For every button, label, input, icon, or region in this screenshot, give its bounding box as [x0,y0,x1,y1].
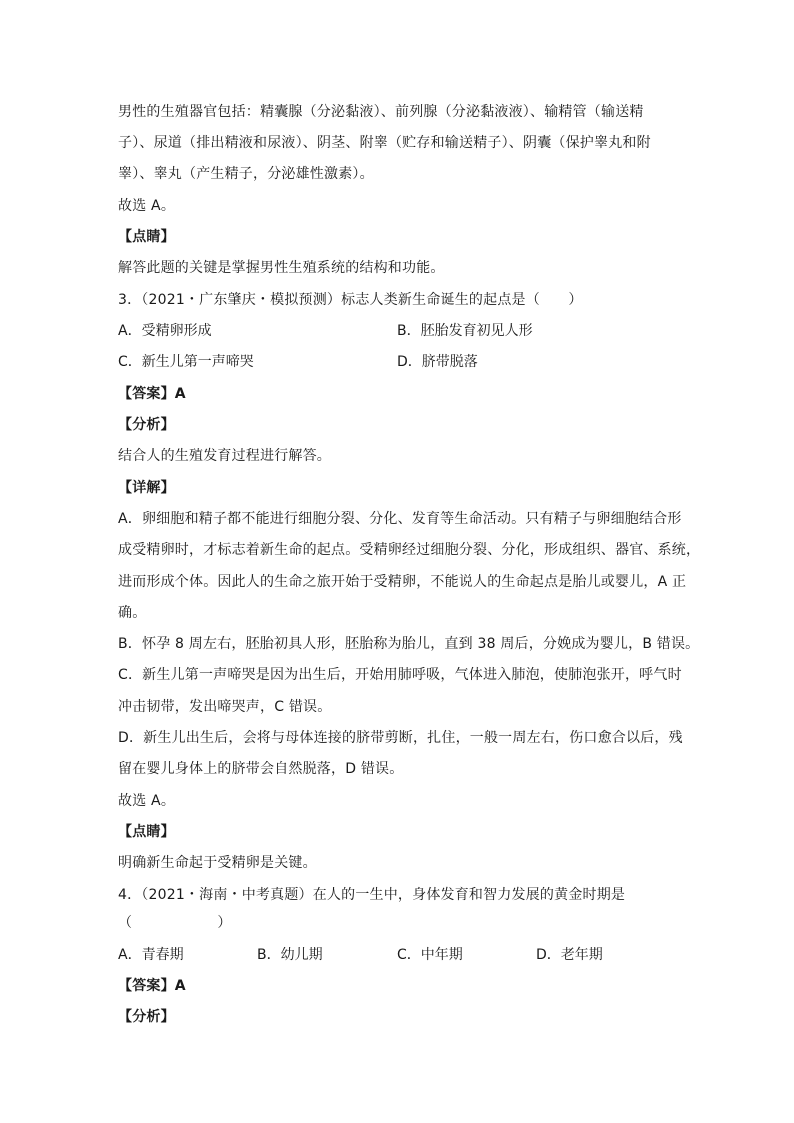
text-line: 男性的生殖器官包括：精囊腺（分泌黏液）、前列腺（分泌黏液液）、输精管（输送精 [118,104,644,120]
option-d: D．脐带脱落 [397,354,478,370]
text-line: 成受精卵时，才标志着新生命的起点。受精卵经过细胞分裂、分化，形成组织、器官、系统， [118,542,701,558]
question-stem: 3．（2021・广东肇庆・模拟预测）标志人类新生命诞生的起点是（ ） [118,292,583,308]
answer-label: 【答案】A [118,978,186,994]
text-line: C．新生儿第一声啼哭是因为出生后，开始用肺呼吸，气体进入肺泡，使肺泡张开，呼气时 [118,667,682,683]
text-line: D．新生儿出生后，会将与母体连接的脐带剪断，扎住，一般一周左右，伤口愈合以后，残 [118,730,683,746]
answer-blank: （ ） [118,915,232,931]
text-line: 子）、尿道（排出精液和尿液）、阴茎、附睾（贮存和输送精子）、阴囊（保护睾丸和附 [118,135,651,151]
option-a: A．青春期 [118,947,184,963]
text-line: 明确新生命起于受精卵是关键。 [118,855,317,871]
option-c: C．中年期 [397,947,463,963]
text-line: 确。 [118,605,147,621]
text-line: 故选 A。 [118,793,176,809]
text-line: 故选 A。 [118,198,176,214]
text-line: 进而形成个体。因此人的生命之旅开始于受精卵，不能说人的生命起点是胎儿或婴儿，A 正 [118,574,687,590]
option-b: B．胚胎发育初见人形 [397,323,533,339]
text-line: 冲击韧带，发出啼哭声，C 错误。 [118,699,332,715]
section-heading: 【分析】 [118,1009,175,1025]
text-line: 睾）、睾丸（产生精子，分泌雄性激素）。 [118,166,374,182]
text-line: A．卵细胞和精子都不能进行细胞分裂、分化、发育等生命活动。只有精子与卵细胞结合形 [118,511,682,527]
text-line: 留在婴儿身体上的脐带会自然脱落，D 错误。 [118,761,404,777]
question-stem: 4．（2021・海南・中考真题）在人的一生中，身体发育和智力发展的黄金时期是 [118,887,626,903]
option-c: C．新生儿第一声啼哭 [118,354,254,370]
section-heading: 【点睛】 [118,824,175,840]
text-line: B．怀孕 8 周左右，胚胎初具人形，胚胎称为胎儿，直到 38 周后，分娩成为婴儿，B 错误。 [118,636,700,652]
option-d: D．老年期 [536,947,603,963]
text-line: 结合人的生殖发育过程进行解答。 [118,448,331,464]
option-a: A．受精卵形成 [118,323,212,339]
text-line: 解答此题的关键是掌握男性生殖系统的结构和功能。 [118,260,445,276]
section-heading: 【分析】 [118,417,175,433]
option-b: B．幼儿期 [257,947,323,963]
section-heading: 【详解】 [118,480,175,496]
section-heading: 【点睛】 [118,229,175,245]
answer-label: 【答案】A [118,386,186,402]
